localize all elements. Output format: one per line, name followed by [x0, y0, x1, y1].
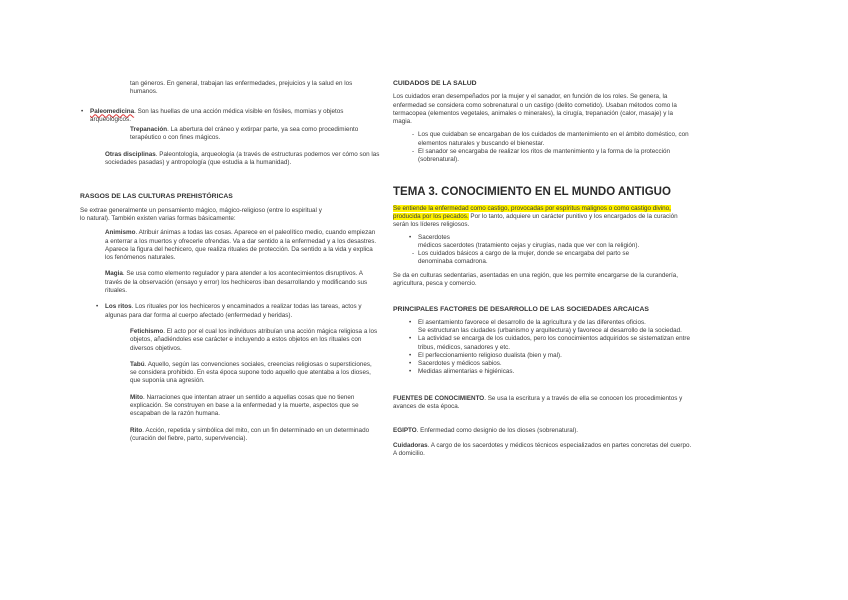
principales-title: PRINCIPALES FACTORES DE DESARROLLO DE LAS SOCIEDADES ARCAICAS	[393, 306, 649, 314]
ritos-item: • Los ritos. Los rituales por los hechiceros y encaminados a realizar todas las tareas, actos y algunas para dar forma al cuerpo afectado (enfermedad y heridas).	[105, 303, 380, 320]
tema-title: TEMA 3. CONOCIMIENTO EN EL MUNDO ANTIGUO	[393, 185, 671, 198]
trepanacion-item: Trepanación. La abertura del cráneo y extirpar parte, ya sea como procedimiento terapéutico o con fines mágicos.	[130, 126, 359, 142]
right-column	[393, 80, 693, 458]
cuidados-dash-1: - Los que cuidaban se encargaban de los cuidados de mantenimiento en el ámbito doméstico, con elementos naturales y buscando el bienestar.	[418, 131, 693, 148]
mito-item: Mito. Narraciones que intentan atraer un sentido a aquellas cosas que no tienen explicación. Se construyen en base a la enfermedad y la muerte, aspectos que se escapaban de la razón humana.	[130, 393, 359, 418]
rito-item: Rito. Acción, repetida y simbólica del mito, con un fin determinado en un determinado (curación del fiebre, parto, supervivencia).	[130, 426, 370, 442]
paleomedicina-item: • Paleomedicina. Son las huellas de una acción médica visible en fósiles, momias y objetos arqueológicos.	[90, 108, 380, 125]
cuidados-dash-2: - El sanador se encargaba de realizar los ritos de mantenimiento y la forma de la protección (sobrenatural).	[418, 148, 693, 165]
rasgos-title: RASGOS DE LAS CULTURAS PREHISTÓRICAS	[80, 193, 233, 201]
animismo-item: Animismo. Atribuir ánimas a todas las cosas. Aparece en el paleolítico medio, cuando empiezan a enterrar a los muertos y ofrecerle ofrendas. Va a dar sentido a la enfermedad y a los desastres.	[105, 229, 377, 245]
tabu-item: Tabú. Aquello, según las convenciones sociales, creencias religiosas o supersticiones, se considera prohibido. En esta época supone todo aquello que atentaba a los dioses, que suponía una agresión.	[130, 360, 372, 385]
cuidados-text: Los cuidados eran desempeñados por la mujer y el sanador, en función de los roles. Se genera, la enfermedad se considera como sobrenatural o un castigo (delito cometido). Usaban métodos como la termacopea (elementos vegetales, animales o minerales), la cirugía, trepanación (calor, masaje) y la magia.	[393, 93, 677, 126]
rasgos-intro: Se extrae generalmente un pensamiento mágico, mágico-religioso (entre lo espiritual y lo natural). También existen varias formas básicamente:	[80, 206, 322, 222]
factor-3: • El perfeccionamiento religioso dualista (bien y mal).	[418, 352, 693, 360]
factor-1b: Se estructuran las ciudades (urbanismo y arquitectura) y favorece al desarrollo de la sociedad.	[418, 326, 682, 334]
tema-bullet-2: médicos sacerdotes (tratamiento cejas y cirugías, nada que ver con la religión).	[418, 241, 640, 249]
tema-bullet-3: - Los cuidados básicos a cargo de la mujer, donde se encargaba del parto se denominaba comadrona.	[418, 250, 693, 267]
factor-5: • Medidas alimentarias e higiénicas.	[418, 368, 693, 376]
animismo-item-2: Aparece la figura del hechicero, que realiza rituales de protección. Da sentido a la vida y explica los fenómenos naturales.	[105, 245, 373, 262]
factor-1: • El asentamiento favorece el desarrollo de la agricultura y de las diferentes oficios.	[418, 319, 693, 327]
left-column	[80, 80, 380, 443]
tema-close: Se da en culturas sedentarias, asentadas en una región, que les permite encargarse de la curandería, agricultura, pesca y comercio.	[393, 271, 678, 288]
factor-4: • Sacerdotes y médicos sabios.	[418, 360, 693, 368]
fetichismo-item: Fetichismo. El acto por el cual los individuos atribuían una acción mágica religiosa a los objetos, añadiéndoles ese carácter e incluyendo a estos objetos en los rituales con diversos objetivos.	[130, 327, 378, 352]
magia-item: Magia. Se usa como elemento regulador y para atender a los acontecimientos disruptivos. A través de la observación (ensayo y error) los hechiceros iban desarrollando y modificando sus rituales.	[105, 270, 368, 295]
fuentes-item: FUENTES DE CONOCIMIENTO. Se usa la escritura y a través de ella se conocen los procedimientos y avances de esta época.	[393, 394, 683, 411]
tema-intro: Se entiende la enfermedad como castigo, provocadas por espíritus malignos o como castigo divino, producida por los pecados. Por lo tanto, adquiere un carácter punitivo y los encargados de la curación serán los líderes religiosos.	[393, 204, 678, 229]
intro-text: tan géneros. En general, trabajan las enfermedades, prejuicios y la salud en los humanos.	[130, 80, 353, 96]
cuidados-title: CUIDADOS DE LA SALUD	[393, 80, 477, 87]
factor-2: • La actividad se encarga de los cuidados, pero los conocimientos adquiridos se sistematizan entre tribus, médicos, sanadores y etc.	[418, 335, 693, 352]
cuidadoras-item: Cuidadoras. A cargo de los sacerdotes y médicos técnicos especializados en partes concretas del cuerpo. A domicilio.	[393, 441, 692, 457]
tema-bullet-1: • Sacerdotes	[418, 234, 693, 242]
egipto-item: EGIPTO. Enfermedad como designio de los dioses (sobrenatural).	[393, 427, 579, 435]
otras-disciplinas: Otras disciplinas. Paleontología, arqueología (a través de estructuras podemos ver cómo son las sociedades pasadas) y antropología (que estudia a la humanidad).	[105, 150, 380, 167]
